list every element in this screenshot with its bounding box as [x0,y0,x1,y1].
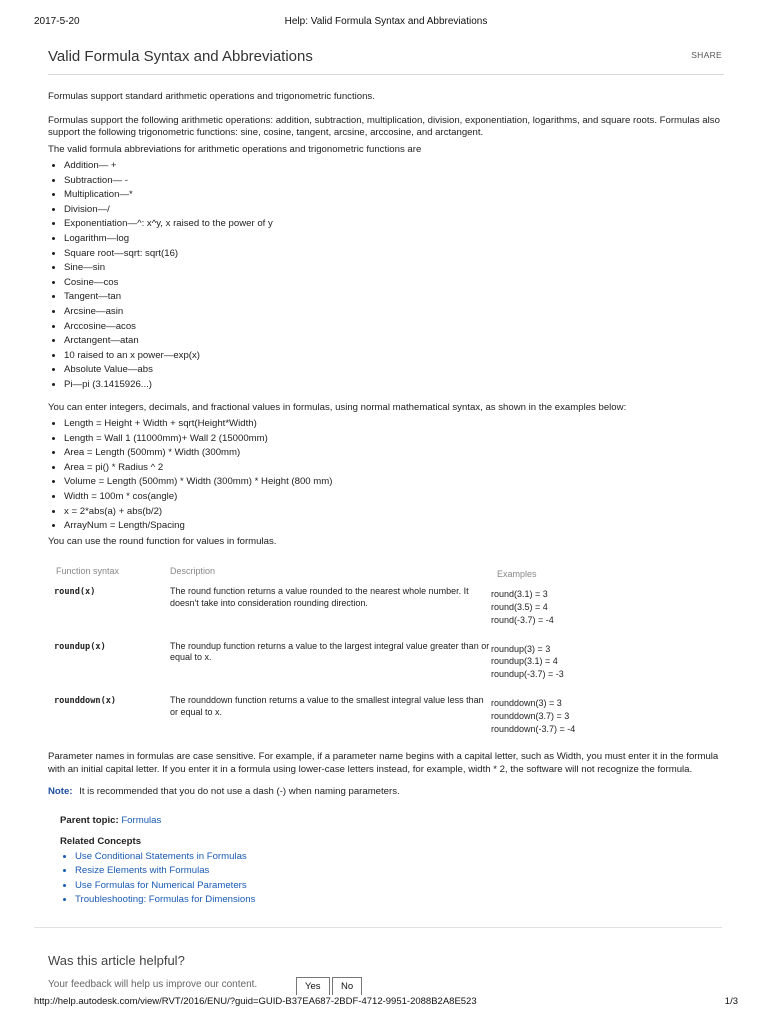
list-item: • Square root—sqrt: sqrt(16) [64,247,724,262]
examples-cell [491,691,608,745]
example-line: roundup(3) = 3 [491,643,551,654]
table-header-row [48,560,608,582]
list-item: • Volume = Length (500mm) * Width (300mm) * Height (800 mm) [64,475,724,490]
syntax-cell [48,637,170,691]
share-button[interactable]: SHARE [691,50,722,60]
related-concepts-heading: Related Concepts [60,835,142,847]
print-footer [34,996,738,1010]
list-item: • Multiplication—* [64,188,724,203]
syntax-cell [48,691,170,745]
example-line: round(3.1) = 3 [491,589,548,600]
list-item: • Width = 100m * cos(angle) [64,490,724,505]
parent-topic-link[interactable]: Formulas [121,814,162,826]
list-item: • Logarithm—log [64,232,724,247]
table-row [48,637,608,691]
list-item: • Addition— + [64,159,724,174]
list-item: • Area = Length (500mm) * Width (300mm) [64,446,724,461]
column-header: Function syntax [56,566,120,576]
abbrev-intro: The valid formula abbreviations for arithmetic operations and trigonometric functions are [48,143,422,155]
parent-topic [48,815,724,826]
list-item: • Cosine—cos [64,276,724,291]
list-item: • Sine—sin [64,261,724,276]
title-row [48,44,724,75]
list-item: • Arcsine—asin [64,305,724,320]
page-number: 1/3 [724,996,738,1007]
description-cell: The roundup function returns a value to the largest integral value greater than or equal to x. [170,640,490,663]
syntax-cell [48,582,170,636]
list-item: • Pi—pi (3.1415926...) [64,378,724,393]
support-paragraph: Formulas support the following arithmetic operations: addition, subtraction, multiplication, division, exponentiation, logarithms, and square roots. Formulas also support the following trigonometric functions: sine, cosine, tangent, arcsine, arccosine, and arctangent. [48,114,720,138]
list-item: • Length = Height + Width + sqrt(Height*Width) [64,417,724,432]
note [48,786,724,799]
intro-paragraph: Formulas support standard arithmetic operations and trigonometric functions. [48,91,375,102]
related-link-conditional-statements[interactable]: Use Conditional Statements in Formulas [75,850,247,862]
list-item: • Length = Wall 1 (11000mm)+ Wall 2 (15000mm) [64,432,724,447]
example-line: roundup(3.1) = 4 [491,656,558,667]
article-body [48,91,724,799]
feedback-heading: Was this article helpful? [48,953,185,968]
example-line: rounddown(3.7) = 3 [491,710,570,721]
related-link-item [75,893,724,908]
values-intro: You can enter integers, decimals, and fractional values in formulas, using normal mathematical syntax, as shown in the examples below: [48,401,627,413]
list-item: • Arccosine—acos [64,320,724,335]
related-link-item [75,850,724,865]
list-item: • ArrayNum = Length/Spacing [64,519,724,534]
function-syntax: roundup(x) [54,641,106,652]
table-row [48,691,608,745]
feedback-no-button[interactable]: No [332,977,362,995]
article [48,44,724,908]
print-page-title: Help: Valid Formula Syntax and Abbreviations [284,16,488,27]
parent-topic-label: Parent topic: [60,814,119,826]
list-item: • Area = pi() * Radius ^ 2 [64,461,724,476]
print-date: 2017-5-20 [34,16,80,27]
list-item: • Exponentiation—^: x^y, x raised to the power of y [64,217,724,232]
list-item: • Absolute Value—abs [64,363,724,378]
feedback-prompt: Your feedback will help us improve our content. [48,979,258,990]
list-item: • Subtraction— - [64,174,724,189]
example-line: rounddown(-3.7) = -4 [491,723,576,734]
section-divider [34,927,722,928]
abbreviation-list [48,159,724,393]
related-concepts-list [48,850,724,908]
page-url: http://help.autodesk.com/view/RVT/2016/ENU/?guid=GUID-B37EA687-2BDF-4712-9951-2088B2A8E523 [34,996,477,1007]
list-item: • 10 raised to an x power—exp(x) [64,349,724,364]
note-label: Note: [48,786,73,798]
example-line: round(3.5) = 4 [491,602,548,613]
examples-cell [491,637,608,691]
table-row [48,582,608,636]
note-text: It is recommended that you do not use a dash (-) when naming parameters. [79,786,400,798]
related-link-resize-elements[interactable]: Resize Elements with Formulas [75,865,210,877]
round-functions-table [48,560,608,745]
list-item: • Division—/ [64,203,724,218]
description-cell: The round function returns a value rounded to the nearest whole number. It doesn't take into consideration rounding direction. [170,586,469,608]
related-link-item [75,879,724,894]
example-line: round(-3.7) = -4 [491,614,554,625]
related-link-item [75,864,724,879]
column-header: Description [170,566,216,576]
description-cell: The rounddown function returns a value to the smallest integral value less than or equal to x. [170,695,484,717]
print-header [34,16,738,32]
list-item: • x = 2*abs(a) + abs(b/2) [64,505,724,520]
page-title: Valid Formula Syntax and Abbreviations [48,48,313,65]
list-item: • Tangent—tan [64,290,724,305]
example-list [48,417,724,534]
column-header: Examples [497,569,537,579]
related-link-troubleshooting[interactable]: Troubleshooting: Formulas for Dimensions [75,894,256,906]
list-item: • Arctangent—atan [64,334,724,349]
example-line: roundup(-3.7) = -3 [491,669,564,680]
round-intro: You can use the round function for values in formulas. [48,535,277,547]
function-syntax: round(x) [54,587,96,598]
example-line: rounddown(3) = 3 [491,698,562,709]
case-sensitivity-paragraph: Parameter names in formulas are case sensitive. For example, if a parameter name begins with a capital letter, such as Width, you must enter it in the formula with an initial capital letter. If you enter it in a formula using lower-case letters instead, for example, width * 2, the software will not recognize the formula. [48,751,719,775]
function-syntax: rounddown(x) [54,696,117,707]
feedback-yes-button[interactable]: Yes [296,977,330,995]
related-link-numerical-parameters[interactable]: Use Formulas for Numerical Parameters [75,879,247,891]
examples-cell [491,582,608,636]
